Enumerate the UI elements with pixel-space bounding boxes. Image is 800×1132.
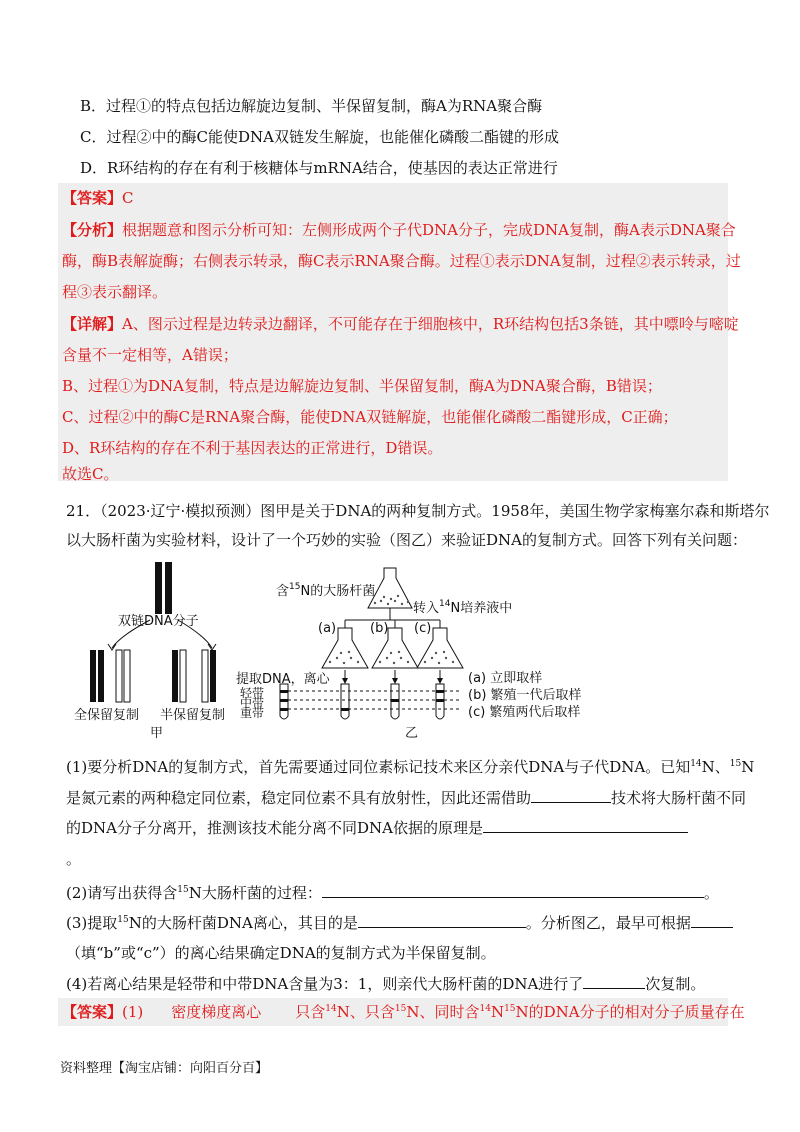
- label-ecoli-15n: 含$^{15}$N的大肠杆菌: [276, 582, 376, 599]
- detail-line-6: 故选C。: [62, 465, 119, 483]
- legend-a: (a) 立即取样: [468, 671, 543, 686]
- q21-stem-1: 21．（2023·辽宁·模拟预测）图甲是关于DNA的两种复制方式。1958年，美国生物学家梅塞尔森和斯塔尔: [66, 502, 770, 520]
- q21-sub3-line1: (3)提取$^{15}$N的大肠杆菌DNA离心，其目的是 。分析图乙，最早可根据: [66, 913, 733, 933]
- label-middle: 中带: [240, 696, 265, 710]
- detail-line-5: D、R环结构的存在不利于基因表达的正常进行，D错误。: [62, 439, 443, 457]
- detail-text-1: A、图示过程是边转录边翻译，不可能存在于细胞核中，R环结构包括3条链，其中嘌呤与嘧啶: [122, 315, 739, 333]
- answer-value: C: [122, 189, 134, 207]
- label-ds-dna: 双链DNA分子: [118, 614, 199, 629]
- blank-technique[interactable]: [531, 788, 611, 803]
- label-yi: 乙: [405, 726, 419, 741]
- analysis-line-3: 程③表示翻译。: [62, 283, 168, 301]
- analysis-text-1: 根据题意和图示分析可知：左侧形成两个子代DNA分子，完成DNA复制，酶A表示DNA聚合: [122, 221, 736, 239]
- q21-sub1-line4: 。: [66, 850, 82, 868]
- blank-bc[interactable]: [691, 913, 733, 928]
- blank-process[interactable]: [322, 883, 704, 898]
- label-c: (c): [414, 621, 432, 636]
- label-jia: 甲: [150, 726, 164, 741]
- detail-line-2: 含量不一定相等，A错误；: [62, 346, 238, 364]
- option-c: C．过程②中的酶C能使DNA双链发生解旋，也能催化磷酸二酯键的形成: [80, 128, 559, 146]
- label-conservative: 全保留复制: [74, 708, 140, 723]
- answer21-tag: 【答案】: [62, 1003, 123, 1021]
- blank-purpose[interactable]: [358, 913, 526, 928]
- analysis-line-1: [62, 220, 736, 240]
- answer-line: [62, 188, 134, 208]
- answer21-line: 【答案】(1) 密度梯度离心 只含$^{14}$N、只含$^{15}$N、同时含$^{14}N^{15}N$的DNA分子的相对分子质量存在: [62, 1003, 745, 1021]
- detail-tag: 【详解】: [62, 315, 123, 333]
- q21-sub1-line2: 是氮元素的两种稳定同位素，稳定同位素不具有放射性，因此还需借助 技术将大肠杆菌不同: [66, 789, 747, 807]
- q21-stem-2: 以大肠杆菌为实验材料，设计了一个巧妙的实验（图乙）来验证DNA的复制方式。回答下列有关问题：: [66, 531, 747, 549]
- detail-line-3: B、过程①为DNA复制，特点是边解旋边复制、半保留复制，酶A为DNA聚合酶，B错误；: [62, 377, 662, 395]
- option-b: B．过程①的特点包括边解旋边复制、半保留复制，酶A为RNA聚合酶: [80, 97, 543, 115]
- detail-line-1: [62, 314, 739, 334]
- q21-sub1-line3: 的DNA分子分离开，推测该技术能分离不同DNA依据的原理是: [66, 818, 688, 838]
- label-transfer-14n: 转入$^{14}$N培养液中: [413, 599, 513, 616]
- blank-times[interactable]: [583, 974, 645, 989]
- answer21-num: (1): [122, 1003, 144, 1021]
- label-extract: 提取DNA，离心: [236, 672, 330, 687]
- label-light: 轻带: [240, 686, 265, 700]
- label-semiconservative: 半保留复制: [160, 708, 226, 723]
- analysis-tag: 【分析】: [62, 221, 123, 239]
- answer-tag: 【答案】: [62, 189, 123, 207]
- legend-b: (b) 繁殖一代后取样: [468, 688, 582, 703]
- blank-principle[interactable]: [483, 818, 688, 833]
- label-b: (b): [370, 621, 389, 636]
- q21-sub1-line1: (1)要分析DNA的复制方式，首先需要通过同位素标记技术来区分亲代DNA与子代DNA。已知$^{14}$N、$^{15}$N: [66, 758, 755, 776]
- detail-line-4: C、过程②中的酶C是RNA聚合酶，能使DNA双链解旋，也能催化磷酸二酯键形成，C正确；: [62, 408, 678, 426]
- q21-sub2: (2)请写出获得含$^{15}$N大肠杆菌的过程： 。: [66, 884, 719, 902]
- answer21-p1: 密度梯度离心: [171, 1003, 262, 1021]
- q21-sub4: (4)若离心结果是轻带和中带DNA含量为3：1，则亲代大肠杆菌的DNA进行了 次复制。: [66, 975, 706, 993]
- legend-c: (c) 繁殖两代后取样: [468, 705, 581, 720]
- q21-sub3-line2: （填“b”或“c”）的离心结果确定DNA的复制方式为半保留复制。: [66, 944, 496, 962]
- label-a: (a): [318, 621, 337, 636]
- label-heavy: 重带: [240, 706, 265, 720]
- analysis-line-2: 酶，酶B表解旋酶；右侧表示转录，酶C表示RNA聚合酶。过程①表示DNA复制，过程②表示转录，过: [62, 252, 741, 270]
- option-d: D．R环结构的存在有利于核糖体与mRNA结合，使基因的表达正常进行: [80, 159, 558, 177]
- footer-source: 资料整理【淘宝店铺：向阳百分百】: [60, 1061, 269, 1076]
